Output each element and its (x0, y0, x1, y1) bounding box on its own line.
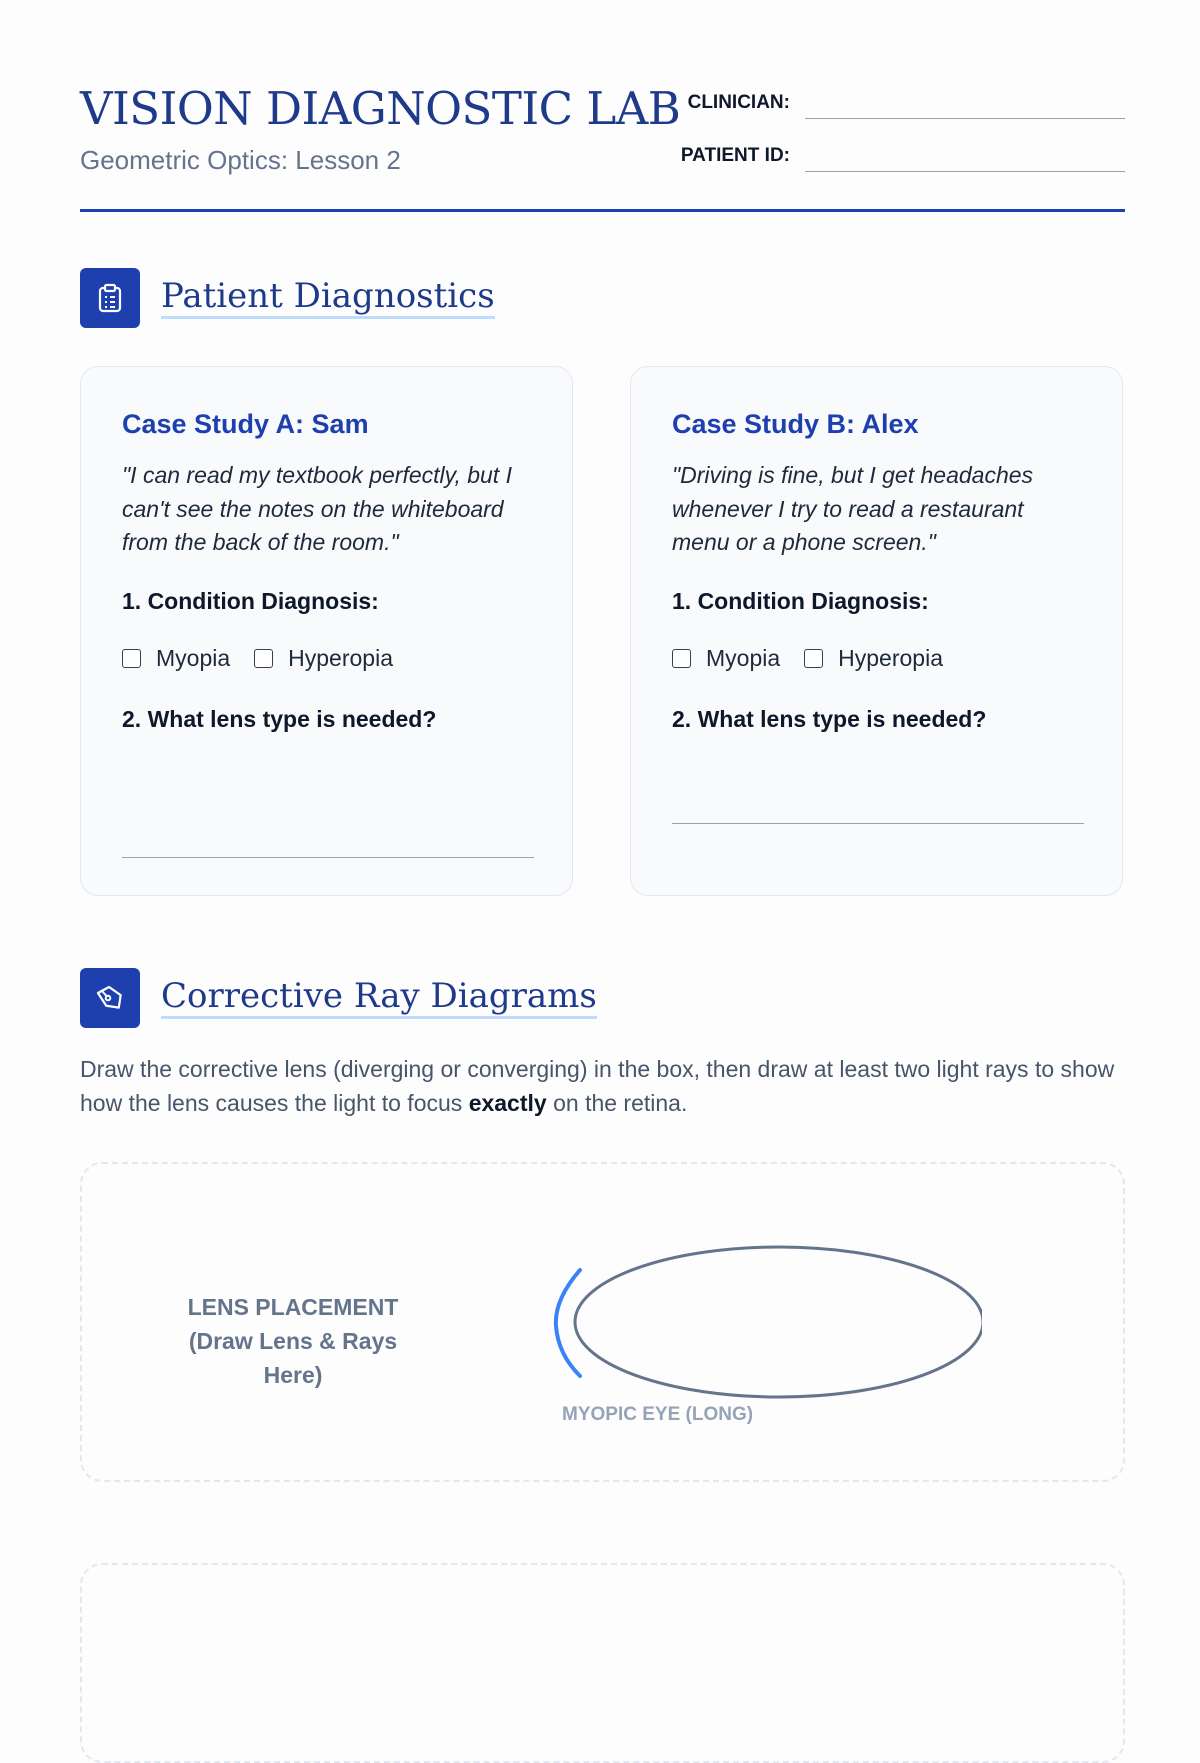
patient-id-label: PATIENT ID: (680, 145, 790, 166)
lens-type-answer-line[interactable] (672, 823, 1084, 824)
option-hyperopia[interactable] (254, 645, 393, 672)
lens-placement-label (158, 1290, 428, 1392)
hyperopia-checkbox[interactable] (804, 649, 823, 668)
diagnosis-question: 1. Condition Diagnosis: (672, 587, 929, 614)
lens-placement-title: LENS PLACEMENT (187, 1294, 399, 1320)
diagnosis-options (672, 644, 1084, 674)
case-title: Case Study B: Alex (672, 409, 919, 439)
option-label: Hyperopia (838, 645, 943, 671)
header-divider (80, 209, 1125, 212)
patient-id-input-line[interactable] (805, 171, 1125, 172)
option-label: Myopia (706, 645, 781, 671)
case-title: Case Study A: Sam (122, 409, 369, 439)
diagram-instructions (80, 1052, 1125, 1120)
ray-diagram-box[interactable] (80, 1162, 1125, 1482)
eye-label: MYOPIC EYE (LONG) (562, 1404, 754, 1425)
hyperopia-checkbox[interactable] (254, 649, 273, 668)
pen-tool-icon (80, 968, 140, 1028)
case-quote: "I can read my textbook perfectly, but I can't see the notes on the whiteboard from the back of the room." (122, 462, 512, 555)
worksheet-page (80, 0, 1125, 1600)
option-myopia[interactable] (672, 645, 780, 672)
myopic-eye-diagram (532, 1244, 982, 1404)
page-title: VISION DIAGNOSTIC LAB (80, 82, 681, 135)
section-ray-diagrams (80, 968, 1125, 1030)
lens-type-answer-line[interactable] (122, 857, 534, 858)
section-title: Corrective Ray Diagrams (161, 976, 597, 1019)
page-subtitle: Geometric Optics: Lesson 2 (80, 145, 401, 175)
case-card-a (80, 366, 573, 896)
option-hyperopia[interactable] (804, 645, 943, 672)
myopia-checkbox[interactable] (122, 649, 141, 668)
clinician-input-line[interactable] (805, 118, 1125, 119)
patient-id-field (665, 139, 1125, 179)
instructions-text: Draw the corrective lens (diverging or converging) in the box, then draw at least two light rays to show how the lens causes the light to focus (80, 1056, 1115, 1116)
instructions-emphasis: exactly (468, 1090, 547, 1116)
instructions-text-end: on the retina. (546, 1090, 688, 1116)
diagnosis-options (122, 644, 534, 674)
ray-diagram-box-2[interactable] (80, 1563, 1125, 1763)
lens-placement-hint: (Draw Lens & Rays Here) (188, 1328, 398, 1388)
lens-type-question: 2. What lens type is needed? (672, 705, 987, 732)
option-myopia[interactable] (122, 645, 230, 672)
section-title: Patient Diagnostics (161, 276, 495, 319)
clinician-label: CLINICIAN: (687, 92, 790, 113)
option-label: Myopia (156, 645, 231, 671)
worksheet-header (80, 82, 1125, 212)
diagnosis-question: 1. Condition Diagnosis: (122, 587, 379, 614)
eyeball-outline (575, 1247, 982, 1397)
lens-type-question: 2. What lens type is needed? (122, 705, 437, 732)
case-card-b (630, 366, 1123, 896)
myopia-checkbox[interactable] (672, 649, 691, 668)
section-patient-diagnostics (80, 268, 1125, 330)
option-label: Hyperopia (288, 645, 393, 671)
clinician-field (665, 86, 1125, 126)
case-quote: "Driving is fine, but I get headaches whenever I try to read a restaurant menu or a phone screen." (672, 462, 1034, 555)
clipboard-icon (80, 268, 140, 328)
